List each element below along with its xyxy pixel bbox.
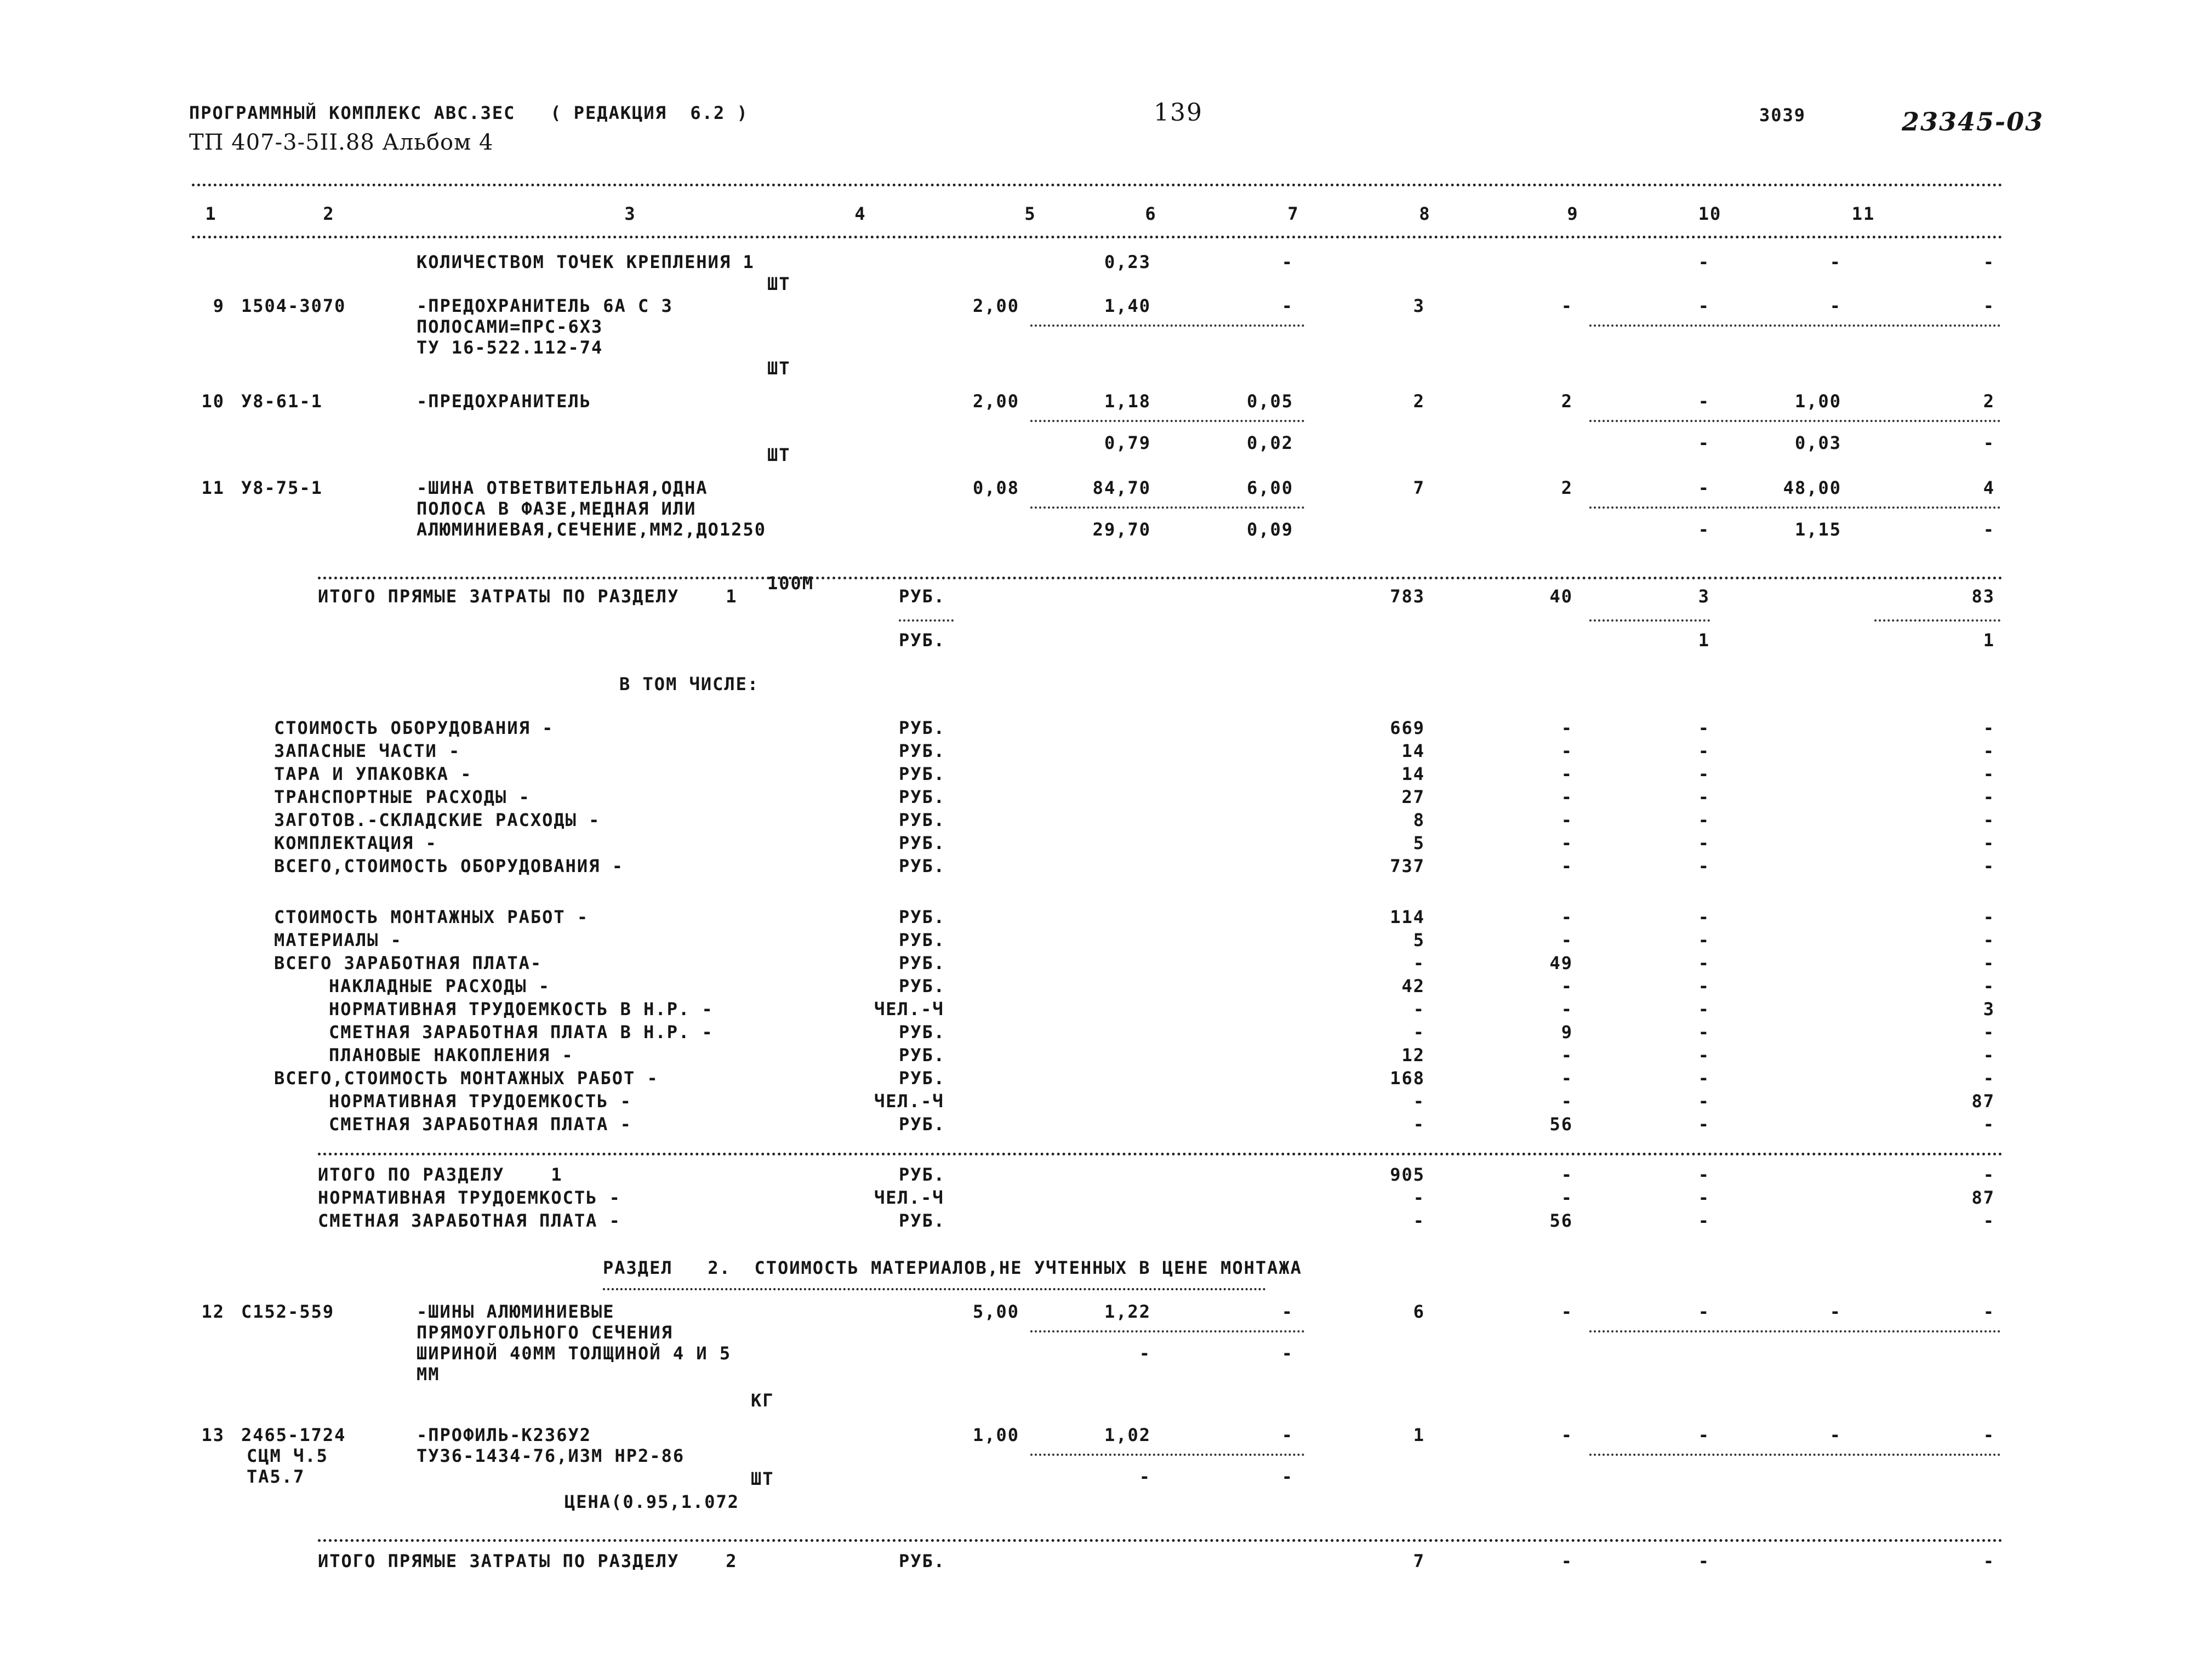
mounting-label: НАКЛАДНЫЕ РАСХОДЫ - (329, 976, 551, 996)
mounting-c7: - (1413, 1022, 1425, 1043)
item-c10: 1,00 (1794, 391, 1841, 412)
mounting-c9: - (1698, 907, 1710, 927)
mounting-c7: 114 (1390, 907, 1425, 927)
equipment-c8: - (1561, 764, 1573, 784)
item-sub-c11: - (1983, 519, 1995, 540)
program-title: ПРОГРАММНЫЙ КОМПЛЕКС АВС.3ЕС ( РЕДАКЦИЯ 6.2 ) (189, 102, 749, 123)
item-c6: - (1281, 295, 1293, 316)
column-header-8: 8 (1419, 203, 1431, 224)
mounting-c11: 87 (1971, 1091, 1995, 1112)
equipment-unit: РУБ. (899, 787, 946, 807)
s2-item-c9: - (1698, 1425, 1710, 1445)
s2-item-c4: 1,00 (972, 1425, 1019, 1445)
mounting-label: СМЕТНАЯ ЗАРАБОТНАЯ ПЛАТА - (329, 1114, 632, 1135)
s2-item-c8: - (1561, 1425, 1573, 1445)
equipment-label: ТАРА И УПАКОВКА - (274, 764, 472, 784)
equipment-c9: - (1698, 810, 1710, 830)
mounting-unit: РУБ. (899, 1068, 946, 1089)
mounting-c11: - (1983, 953, 1995, 973)
s2-item-extra: ЦЕНА(0.95,1.072 (564, 1491, 739, 1512)
section1-summary-rule (318, 1153, 2003, 1155)
summary-unit: РУБ. (899, 1210, 946, 1231)
mounting-c8: - (1561, 930, 1573, 950)
s2-item-description: -ШИНЫ АЛЮМИНИЕВЫЕ (417, 1301, 615, 1322)
item-c8: 2 (1561, 391, 1573, 412)
column-header-9: 9 (1567, 203, 1579, 224)
item-description: -ШИНА ОТВЕТВИТЕЛЬНАЯ,ОДНА (417, 477, 708, 498)
mounting-c11: - (1983, 1114, 1995, 1135)
item-sub-c11: - (1983, 432, 1995, 453)
column-header-11: 11 (1851, 203, 1875, 224)
section2-total-c11: - (1983, 1551, 1995, 1571)
mounting-label: СМЕТНАЯ ЗАРАБОТНАЯ ПЛАТА В Н.Р. - (329, 1022, 714, 1043)
s2-item-description: ММ (417, 1364, 440, 1385)
item-number: 11 (201, 477, 225, 498)
s2-dash-5-6 (1030, 1330, 1304, 1332)
equipment-c8: - (1561, 856, 1573, 876)
item-c11: - (1983, 252, 1995, 272)
s2-item-description: ШИРИНОЙ 40ММ ТОЛЩИНОЙ 4 И 5 (417, 1343, 732, 1364)
column-header-4: 4 (854, 203, 866, 224)
equipment-c11: - (1983, 810, 1995, 830)
section1-total-label: ИТОГО ПРЯМЫЕ ЗАТРАТЫ ПО РАЗДЕЛУ 1 (318, 586, 738, 607)
mounting-c8: - (1561, 976, 1573, 996)
equipment-c9: - (1698, 856, 1710, 876)
mounting-c8: - (1561, 999, 1573, 1020)
item-c9: - (1698, 295, 1710, 316)
item-c5: 84,70 (1092, 477, 1151, 498)
summary-c9: - (1698, 1210, 1710, 1231)
equipment-label: ЗАПАСНЫЕ ЧАСТИ - (274, 741, 461, 761)
mounting-unit: РУБ. (899, 930, 946, 950)
mounting-c7: - (1413, 999, 1425, 1020)
mounting-c9: - (1698, 1045, 1710, 1066)
item-description: ПОЛОСАМИ=ПРС-6Х3 (417, 316, 603, 337)
s2-item-c11: - (1983, 1301, 1995, 1322)
item-number: 10 (201, 391, 225, 412)
section1-total-unit: РУБ. (899, 586, 946, 607)
equipment-label: ЗАГОТОВ.-СКЛАДСКИЕ РАСХОДЫ - (274, 810, 601, 830)
item-c11: - (1983, 295, 1995, 316)
s2-item-number: 13 (201, 1425, 225, 1445)
item-dash-5-6 (1030, 506, 1304, 509)
s2-item-code: 2465-1724 (241, 1425, 346, 1445)
section1-total-c8: 40 (1549, 586, 1573, 607)
mounting-c9: - (1698, 1114, 1710, 1135)
column-header-7: 7 (1287, 203, 1299, 224)
section2-total-c9: - (1698, 1551, 1710, 1571)
document-code: 3039 (1759, 105, 1806, 126)
in-that-number: В ТОМ ЧИСЛЕ: (619, 674, 760, 694)
mounting-c8: 56 (1549, 1114, 1573, 1135)
section1-total-dash-a (899, 619, 954, 622)
item-c7: 7 (1413, 477, 1425, 498)
s2-item-unit: КГ (751, 1390, 774, 1411)
item-c9: - (1698, 391, 1710, 412)
handwritten-number: 23345-03 (1902, 107, 2044, 136)
summary-c9: - (1698, 1164, 1710, 1185)
mounting-c7: - (1413, 1091, 1425, 1112)
equipment-c11: - (1983, 741, 1995, 761)
header-bottom-rule (192, 236, 2003, 238)
item-c5: 1,18 (1104, 391, 1151, 412)
mounting-c9: - (1698, 953, 1710, 973)
mounting-unit: РУБ. (899, 953, 946, 973)
s2-item-c9: - (1698, 1301, 1710, 1322)
mounting-c7: 12 (1401, 1045, 1425, 1066)
column-header-3: 3 (624, 203, 636, 224)
item-c7: 3 (1413, 295, 1425, 316)
equipment-c9: - (1698, 787, 1710, 807)
summary-unit: РУБ. (899, 1164, 946, 1185)
summary-c7: - (1413, 1187, 1425, 1208)
table-top-rule (192, 184, 2003, 186)
equipment-unit: РУБ. (899, 717, 946, 738)
s2-item-sub-c6: - (1281, 1343, 1293, 1364)
item-description: -ПРЕДОХРАНИТЕЛЬ (417, 391, 591, 412)
s2-item-c7: 1 (1413, 1425, 1425, 1445)
s2-item-c10: - (1829, 1425, 1841, 1445)
mounting-c9: - (1698, 1068, 1710, 1089)
mounting-c11: - (1983, 907, 1995, 927)
mounting-c7: 5 (1413, 930, 1425, 950)
item-c5: 0,23 (1104, 252, 1151, 272)
section1-total-dash-b (1589, 619, 1710, 622)
item-unit: ШТ (767, 445, 791, 465)
section1-total-unit2: РУБ. (899, 630, 946, 651)
item-c6: 6,00 (1246, 477, 1293, 498)
equipment-label: СТОИМОСТЬ ОБОРУДОВАНИЯ - (274, 717, 554, 738)
equipment-c11: - (1983, 764, 1995, 784)
item-dash-9-11 (1589, 420, 2000, 422)
item-sub-c5: 29,70 (1092, 519, 1151, 540)
mounting-unit: РУБ. (899, 1022, 946, 1043)
item-c9: - (1698, 252, 1710, 272)
equipment-label: КОМПЛЕКТАЦИЯ - (274, 833, 437, 853)
mounting-c8: - (1561, 1068, 1573, 1089)
s2-item-sub-c5: - (1139, 1466, 1151, 1487)
equipment-c11: - (1983, 717, 1995, 738)
mounting-c8: 49 (1549, 953, 1573, 973)
album-title: ТП 407-3-5II.88 Альбом 4 (189, 130, 494, 155)
item-unit: ШТ (767, 358, 791, 379)
item-description: КОЛИЧЕСТВОМ ТОЧЕК КРЕПЛЕНИЯ 1 (417, 252, 755, 272)
item-dash-5-6 (1030, 324, 1304, 327)
mounting-c9: - (1698, 930, 1710, 950)
equipment-unit: РУБ. (899, 764, 946, 784)
equipment-unit: РУБ. (899, 741, 946, 761)
equipment-c9: - (1698, 717, 1710, 738)
item-c4: 2,00 (972, 295, 1019, 316)
mounting-c7: 42 (1401, 976, 1425, 996)
item-sub-c6: 0,02 (1246, 432, 1293, 453)
mounting-label: НОРМАТИВНАЯ ТРУДОЕМКОСТЬ - (329, 1091, 632, 1112)
mounting-c11: - (1983, 1068, 1995, 1089)
section2-total-c7: 7 (1413, 1551, 1425, 1571)
s2-item-c5: 1,22 (1104, 1301, 1151, 1322)
equipment-c9: - (1698, 764, 1710, 784)
item-c10: - (1829, 252, 1841, 272)
item-c4: 0,08 (972, 477, 1019, 498)
summary-unit: ЧЕЛ.-Ч (874, 1187, 944, 1208)
equipment-c8: - (1561, 741, 1573, 761)
column-header-5: 5 (1024, 203, 1036, 224)
mounting-c9: - (1698, 976, 1710, 996)
item-c11: 4 (1983, 477, 1995, 498)
mounting-unit: ЧЕЛ.-Ч (874, 999, 944, 1020)
mounting-c9: - (1698, 1022, 1710, 1043)
item-code: У8-61-1 (241, 391, 323, 412)
item-c11: 2 (1983, 391, 1995, 412)
s2-item-description: ПРЯМОУГОЛЬНОГО СЕЧЕНИЯ (417, 1322, 673, 1343)
mounting-c7: 168 (1390, 1068, 1425, 1089)
mounting-label: НОРМАТИВНАЯ ТРУДОЕМКОСТЬ В Н.Р. - (329, 999, 714, 1020)
section1-total-c7: 783 (1390, 586, 1425, 607)
mounting-unit: РУБ. (899, 1045, 946, 1066)
mounting-c8: - (1561, 1091, 1573, 1112)
s2-item-number: 12 (201, 1301, 225, 1322)
equipment-unit: РУБ. (899, 833, 946, 853)
item-description: ПОЛОСА В ФАЗЕ,МЕДНАЯ ИЛИ (417, 498, 697, 519)
equipment-c7: 14 (1401, 741, 1425, 761)
item-description: АЛЮМИНИЕВАЯ,СЕЧЕНИЕ,ММ2,ДО1250 (417, 519, 766, 540)
summary-c7: 905 (1390, 1164, 1425, 1185)
item-code: У8-75-1 (241, 477, 323, 498)
equipment-label: ТРАНСПОРТНЫЕ РАСХОДЫ - (274, 787, 531, 807)
mounting-c9: - (1698, 999, 1710, 1020)
summary-c8: - (1561, 1187, 1573, 1208)
mounting-label: МАТЕРИАЛЫ - (274, 930, 402, 950)
summary-label: СМЕТНАЯ ЗАРАБОТНАЯ ПЛАТА - (318, 1210, 621, 1231)
equipment-c11: - (1983, 833, 1995, 853)
equipment-c7: 14 (1401, 764, 1425, 784)
s2-item-subcode: СЦМ Ч.5 (247, 1445, 328, 1466)
s2-item-sub-c6: - (1281, 1466, 1293, 1487)
item-c5: 1,40 (1104, 295, 1151, 316)
item-sub-c10: 1,15 (1794, 519, 1841, 540)
item-dash-9-11 (1589, 506, 2000, 509)
section2-total-label: ИТОГО ПРЯМЫЕ ЗАТРАТЫ ПО РАЗДЕЛУ 2 (318, 1551, 738, 1571)
s2-item-c6: - (1281, 1425, 1293, 1445)
s2-item-code: С152-559 (241, 1301, 335, 1322)
mounting-c8: - (1561, 1045, 1573, 1066)
mounting-c8: 9 (1561, 1022, 1573, 1043)
s2-item-c8: - (1561, 1301, 1573, 1322)
item-c7: 2 (1413, 391, 1425, 412)
item-c9: - (1698, 477, 1710, 498)
mounting-label: ВСЕГО ЗАРАБОТНАЯ ПЛАТА- (274, 953, 543, 973)
summary-c7: - (1413, 1210, 1425, 1231)
column-header-10: 10 (1698, 203, 1722, 224)
section1-total-c11: 83 (1971, 586, 1995, 607)
column-header-2: 2 (323, 203, 335, 224)
item-c8: - (1561, 295, 1573, 316)
summary-c8: - (1561, 1164, 1573, 1185)
item-dash-5-6 (1030, 420, 1304, 422)
mounting-c7: - (1413, 1114, 1425, 1135)
item-c10: 48,00 (1783, 477, 1841, 498)
s2-item-c4: 5,00 (972, 1301, 1019, 1322)
section2-title-underline (603, 1288, 1266, 1290)
item-c10: - (1829, 295, 1841, 316)
equipment-c8: - (1561, 833, 1573, 853)
equipment-c7: 8 (1413, 810, 1425, 830)
mounting-c11: - (1983, 930, 1995, 950)
s2-item-description: -ПРОФИЛЬ-К236У2 (417, 1425, 591, 1445)
s2-dash-5-6 (1030, 1454, 1304, 1456)
s2-item-sub-c5: - (1139, 1343, 1151, 1364)
mounting-c9: - (1698, 1091, 1710, 1112)
mounting-c8: - (1561, 907, 1573, 927)
item-c8: 2 (1561, 477, 1573, 498)
summary-c11: - (1983, 1210, 1995, 1231)
item-c4: 2,00 (972, 391, 1019, 412)
s2-item-c10: - (1829, 1301, 1841, 1322)
mounting-unit: ЧЕЛ.-Ч (874, 1091, 944, 1112)
summary-c9: - (1698, 1187, 1710, 1208)
item-sub-c5: 0,79 (1104, 432, 1151, 453)
equipment-c8: - (1561, 787, 1573, 807)
section2-title: РАЗДЕЛ 2. СТОИМОСТЬ МАТЕРИАЛОВ,НЕ УЧТЕННЫХ В ЦЕНЕ МОНТАЖА (603, 1257, 1302, 1278)
section1-total-c11b: 1 (1983, 630, 1995, 651)
equipment-unit: РУБ. (899, 856, 946, 876)
equipment-c9: - (1698, 833, 1710, 853)
equipment-c7: 5 (1413, 833, 1425, 853)
page-number: 139 (1154, 99, 1203, 127)
section2-total-unit: РУБ. (899, 1551, 946, 1571)
section1-total-c9: 3 (1698, 586, 1710, 607)
section2-total-rule (318, 1539, 2003, 1542)
mounting-c11: - (1983, 1022, 1995, 1043)
s2-item-subcode: ТА5.7 (247, 1466, 305, 1487)
column-header-1: 1 (205, 203, 217, 224)
item-sub-c10: 0,03 (1794, 432, 1841, 453)
mounting-label: ПЛАНОВЫЕ НАКОПЛЕНИЯ - (329, 1045, 574, 1066)
summary-label: ИТОГО ПО РАЗДЕЛУ 1 (318, 1164, 563, 1185)
equipment-c11: - (1983, 787, 1995, 807)
mounting-label: СТОИМОСТЬ МОНТАЖНЫХ РАБОТ - (274, 907, 589, 927)
s2-item-c11: - (1983, 1425, 1995, 1445)
mounting-c11: 3 (1983, 999, 1995, 1020)
equipment-c9: - (1698, 741, 1710, 761)
section2-total-c8: - (1561, 1551, 1573, 1571)
s2-item-c7: 6 (1413, 1301, 1425, 1322)
item-unit: 100М (767, 573, 814, 594)
mounting-c11: - (1983, 1045, 1995, 1066)
item-sub-c9: - (1698, 519, 1710, 540)
equipment-c7: 737 (1390, 856, 1425, 876)
summary-label: НОРМАТИВНАЯ ТРУДОЕМКОСТЬ - (318, 1187, 621, 1208)
item-description: ТУ 16-522.112-74 (417, 337, 603, 358)
item-code: 1504-3070 (241, 295, 346, 316)
mounting-unit: РУБ. (899, 1114, 946, 1135)
item-description: -ПРЕДОХРАНИТЕЛЬ 6А С 3 (417, 295, 673, 316)
equipment-c7: 27 (1401, 787, 1425, 807)
summary-c8: 56 (1549, 1210, 1573, 1231)
mounting-c11: - (1983, 976, 1995, 996)
mounting-c7: - (1413, 953, 1425, 973)
equipment-unit: РУБ. (899, 810, 946, 830)
section1-total-rule (318, 577, 2003, 579)
s2-item-unit: ШТ (751, 1468, 774, 1489)
section1-total-c9b: 1 (1698, 630, 1710, 651)
mounting-label: ВСЕГО,СТОИМОСТЬ МОНТАЖНЫХ РАБОТ - (274, 1068, 659, 1089)
item-c6: 0,05 (1246, 391, 1293, 412)
mounting-unit: РУБ. (899, 976, 946, 996)
s2-dash-9-11 (1589, 1330, 2000, 1332)
item-sub-c9: - (1698, 432, 1710, 453)
equipment-c8: - (1561, 810, 1573, 830)
item-number: 9 (213, 295, 225, 316)
mounting-unit: РУБ. (899, 907, 946, 927)
s2-item-c6: - (1281, 1301, 1293, 1322)
item-dash-9-11 (1589, 324, 2000, 327)
summary-c11: - (1983, 1164, 1995, 1185)
section1-total-dash-c (1874, 619, 2000, 622)
s2-dash-9-11 (1589, 1454, 2000, 1456)
s2-item-description: ТУ36-1434-76,ИЗМ НР2-86 (417, 1445, 685, 1466)
equipment-c8: - (1561, 717, 1573, 738)
summary-c11: 87 (1971, 1187, 1995, 1208)
equipment-label: ВСЕГО,СТОИМОСТЬ ОБОРУДОВАНИЯ - (274, 856, 624, 876)
s2-item-c5: 1,02 (1104, 1425, 1151, 1445)
equipment-c7: 669 (1390, 717, 1425, 738)
item-c6: - (1281, 252, 1293, 272)
equipment-c11: - (1983, 856, 1995, 876)
column-header-6: 6 (1145, 203, 1157, 224)
item-unit: ШТ (767, 274, 791, 294)
item-sub-c6: 0,09 (1246, 519, 1293, 540)
